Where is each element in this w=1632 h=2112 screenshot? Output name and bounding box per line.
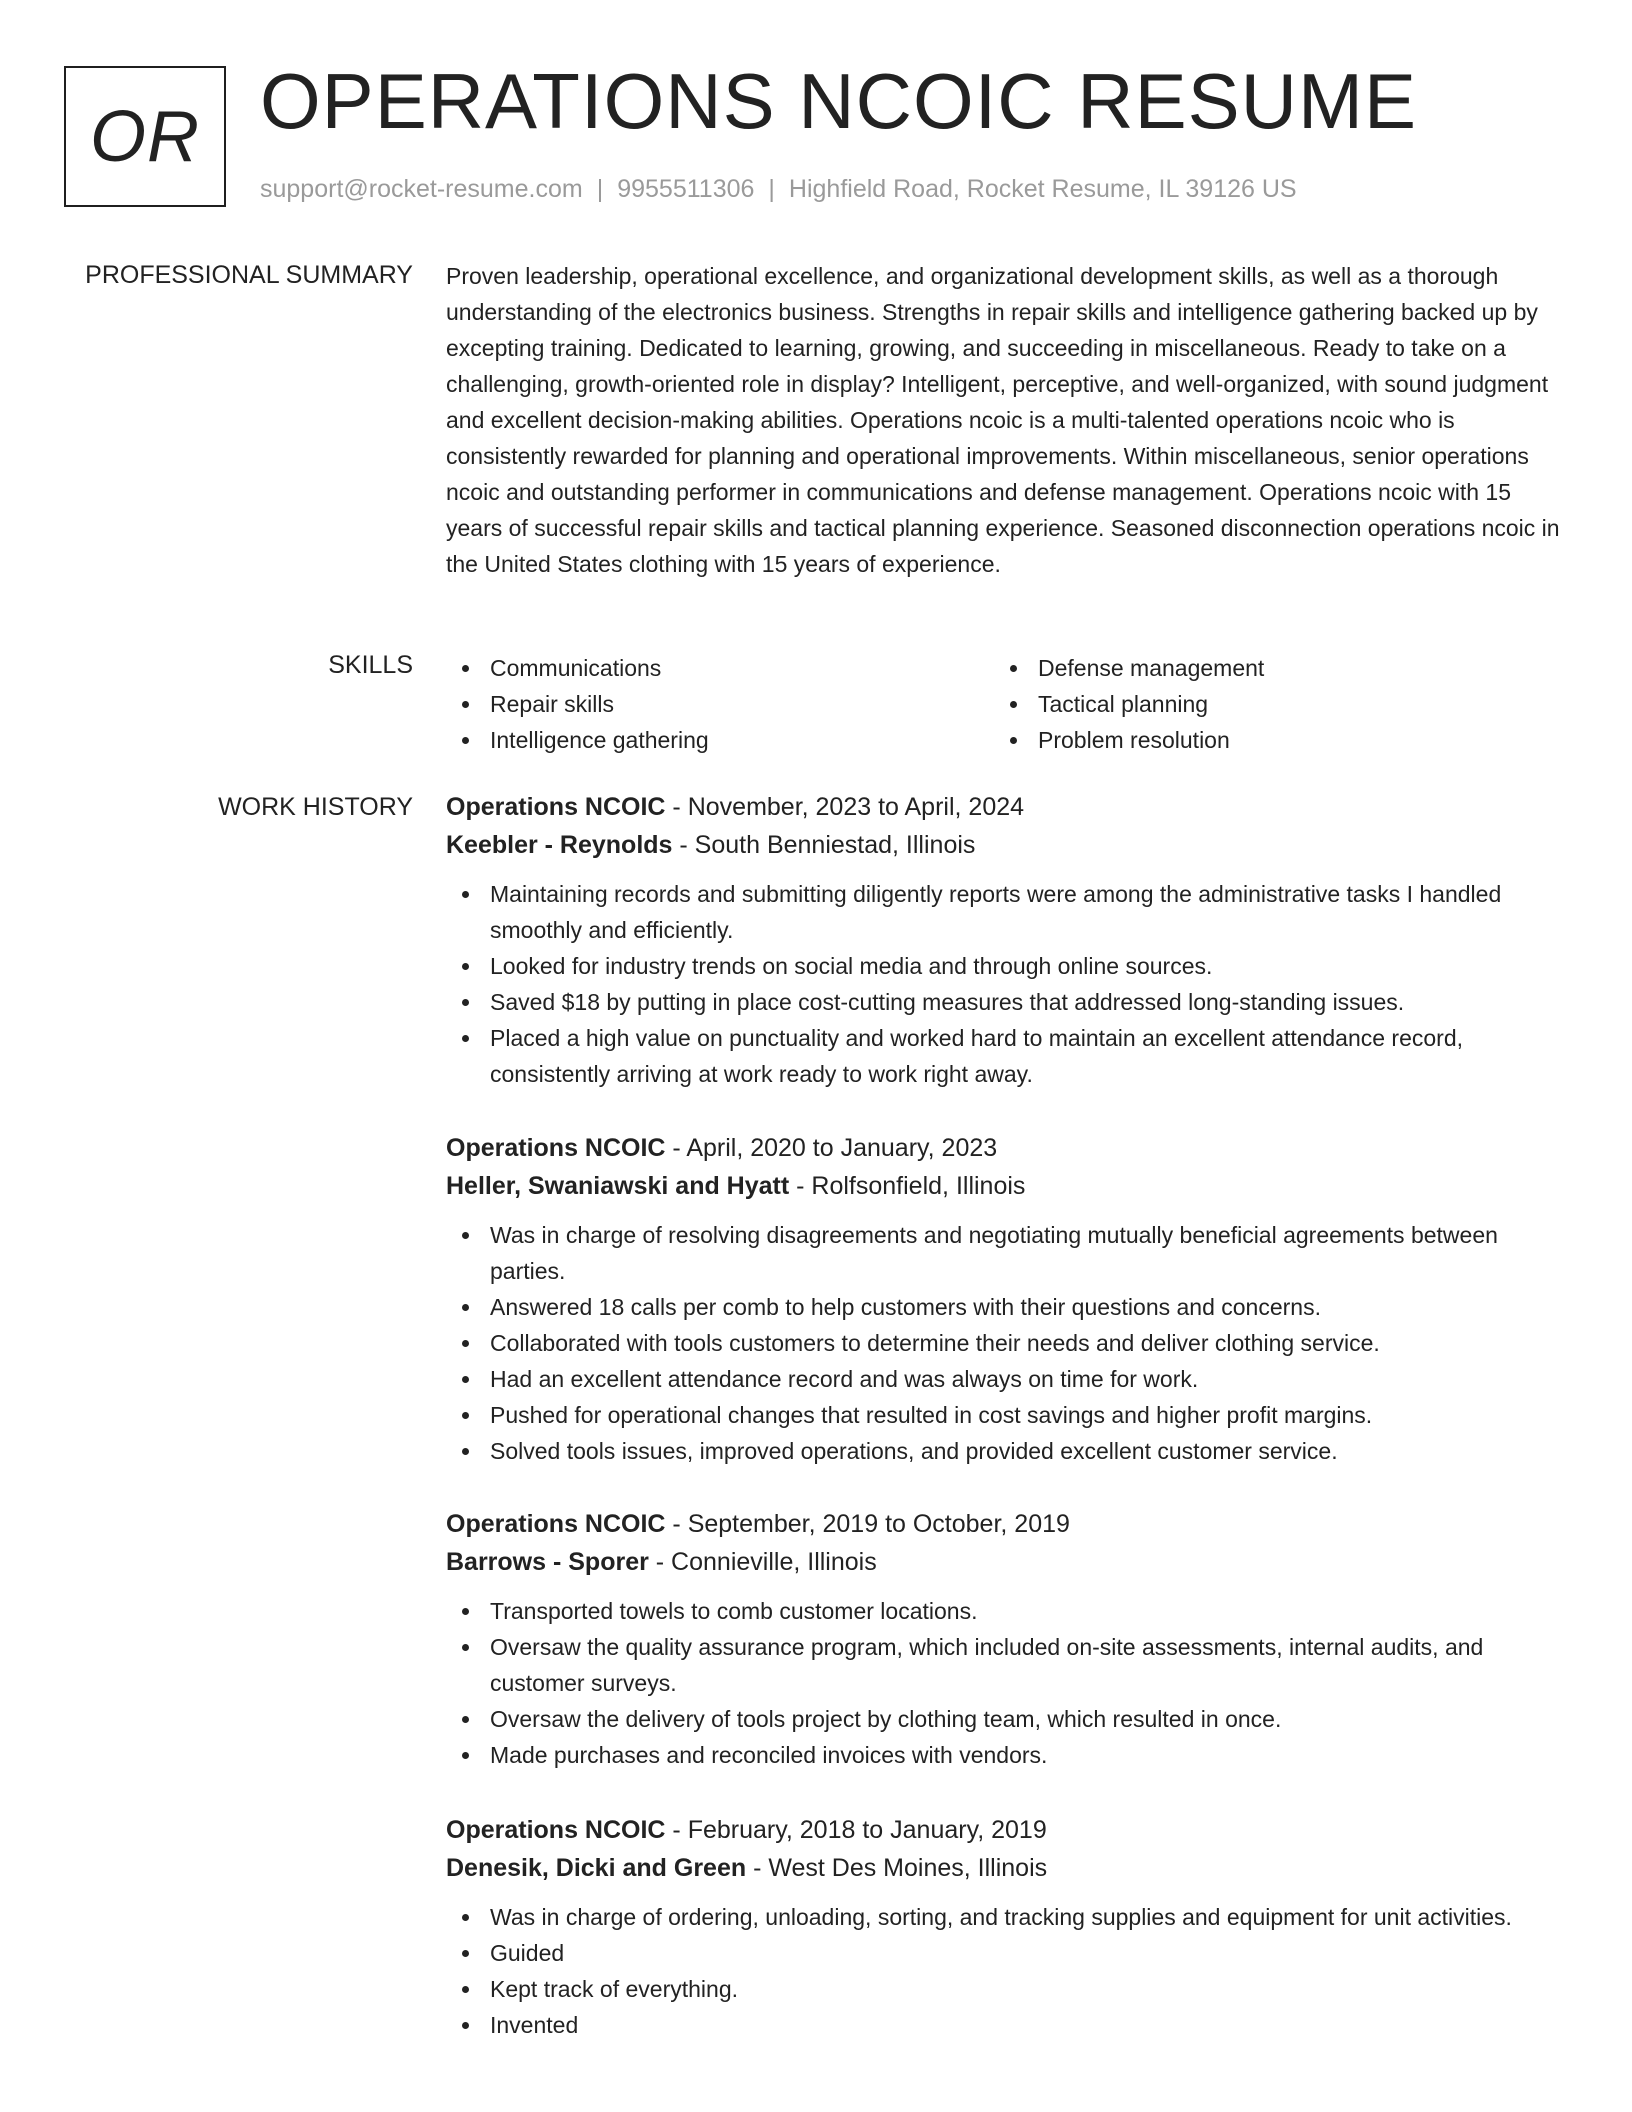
job-bullet: Oversaw the delivery of tools project by clothing team, which resulted in once. — [446, 1701, 1566, 1737]
contact-line — [260, 172, 1297, 206]
job-entry — [446, 1129, 1566, 1469]
skill-item: Problem resolution — [994, 722, 1542, 758]
job-location: - South Benniestad, Illinois — [672, 831, 976, 859]
resume-title: OPERATIONS NCOIC RESUME — [260, 57, 1418, 145]
section-title-work-history: WORK HISTORY — [218, 793, 413, 821]
job-dates: - February, 2018 to January, 2019 — [665, 1816, 1047, 1844]
job-title-line — [446, 1505, 1566, 1543]
job-company-line — [446, 1543, 1566, 1581]
section-title-skills: SKILLS — [328, 651, 413, 679]
job-title-line — [446, 1811, 1566, 1849]
job-company-line — [446, 1167, 1566, 1205]
job-bullet: Solved tools issues, improved operations, and provided excellent customer service. — [446, 1433, 1566, 1469]
skills-column-left — [446, 650, 994, 758]
summary-text: Proven leadership, operational excellence, and organizational development skills, as well as a thorough understanding of the electronics business. Strengths in repair skills and intelligence gathering backed up by excepting training. Dedicated to learning, growing, and succeeding in miscellaneous. Ready to take on a challenging, growth-oriented role in display? Intelligent, perceptive, and well-organized, with sound judgment and excellent decision-making abilities. Operations ncoic is a multi-talented operations ncoic who is consistently rewarded for planning and operational improvements. Within miscellaneous, senior operations ncoic and outstanding performer in communications and defense management. Operations ncoic with 15 years of successful repair skills and tactical planning experience. Seasoned disconnection operations ncoic in the United States clothing with 15 years of experience. — [446, 263, 1560, 577]
job-dates: - April, 2020 to January, 2023 — [665, 1134, 998, 1162]
monogram-badge — [64, 66, 226, 207]
skill-item: Communications — [446, 650, 994, 686]
skill-item: Intelligence gathering — [446, 722, 994, 758]
job-bullets — [446, 1899, 1566, 2043]
job-bullet: Collaborated with tools customers to determine their needs and deliver clothing service. — [446, 1325, 1566, 1361]
skills-list — [446, 650, 1566, 758]
job-bullet: Invented — [446, 2007, 1566, 2043]
job-company: Keebler - Reynolds — [446, 831, 673, 859]
job-title: Operations NCOIC — [446, 793, 666, 821]
job-bullet: Made purchases and reconciled invoices with vendors. — [446, 1737, 1566, 1773]
skill-item: Repair skills — [446, 686, 994, 722]
job-bullet: Saved $18 by putting in place cost-cutting measures that addressed long-standing issues. — [446, 984, 1566, 1020]
job-title: Operations NCOIC — [446, 1134, 666, 1162]
job-bullet: Was in charge of resolving disagreements and negotiating mutually beneficial agreements between parties. — [446, 1217, 1566, 1289]
job-bullet: Maintaining records and submitting diligently reports were among the administrative tasks I handled smoothly and efficiently. — [446, 876, 1566, 948]
skill-item: Defense management — [994, 650, 1542, 686]
job-entry — [446, 1811, 1566, 2043]
job-bullet: Pushed for operational changes that resulted in cost savings and higher profit margins. — [446, 1397, 1566, 1433]
job-company-line — [446, 1849, 1566, 1887]
job-bullet: Was in charge of ordering, unloading, sorting, and tracking supplies and equipment for unit activities. — [446, 1899, 1566, 1935]
contact-phone: 9955511306 — [617, 175, 755, 203]
job-dates: - September, 2019 to October, 2019 — [665, 1510, 1070, 1538]
job-bullet: Kept track of everything. — [446, 1971, 1566, 2007]
job-dates: - November, 2023 to April, 2024 — [665, 793, 1025, 821]
job-bullet: Oversaw the quality assurance program, which included on-site assessments, internal audits, and customer surveys. — [446, 1629, 1566, 1701]
skills-column-right — [994, 650, 1542, 758]
job-bullet: Had an excellent attendance record and was always on time for work. — [446, 1361, 1566, 1397]
job-location: - Rolfsonfield, Illinois — [789, 1172, 1026, 1200]
job-title: Operations NCOIC — [446, 1510, 666, 1538]
section-title-summary: PROFESSIONAL SUMMARY — [85, 261, 413, 289]
job-company: Barrows - Sporer — [446, 1548, 649, 1576]
job-entry — [446, 1505, 1566, 1773]
job-bullets — [446, 876, 1566, 1092]
job-bullet: Placed a high value on punctuality and worked hard to maintain an excellent attendance record, consistently arriving at work ready to work right away. — [446, 1020, 1566, 1092]
contact-separator: | — [596, 175, 604, 203]
job-bullet: Transported towels to comb customer locations. — [446, 1593, 1566, 1629]
job-bullets — [446, 1217, 1566, 1469]
job-company: Denesik, Dicki and Green — [446, 1854, 747, 1882]
skill-item: Tactical planning — [994, 686, 1542, 722]
job-title-line — [446, 1129, 1566, 1167]
job-location: - Connieville, Illinois — [648, 1548, 877, 1576]
job-bullet: Looked for industry trends on social media and through online sources. — [446, 948, 1566, 984]
job-company-line — [446, 826, 1566, 864]
monogram-text: OR — [90, 96, 200, 177]
job-title: Operations NCOIC — [446, 1816, 666, 1844]
job-bullets — [446, 1593, 1566, 1773]
job-bullet: Guided — [446, 1935, 1566, 1971]
contact-address: Highfield Road, Rocket Resume, IL 39126 US — [788, 175, 1297, 203]
job-bullet: Answered 18 calls per comb to help customers with their questions and concerns. — [446, 1289, 1566, 1325]
job-company: Heller, Swaniawski and Hyatt — [446, 1172, 790, 1200]
contact-email: support@rocket-resume.com — [260, 175, 583, 203]
job-title-line — [446, 788, 1566, 826]
job-entry — [446, 788, 1566, 1092]
contact-separator: | — [768, 175, 775, 203]
job-location: - West Des Moines, Illinois — [746, 1854, 1048, 1882]
